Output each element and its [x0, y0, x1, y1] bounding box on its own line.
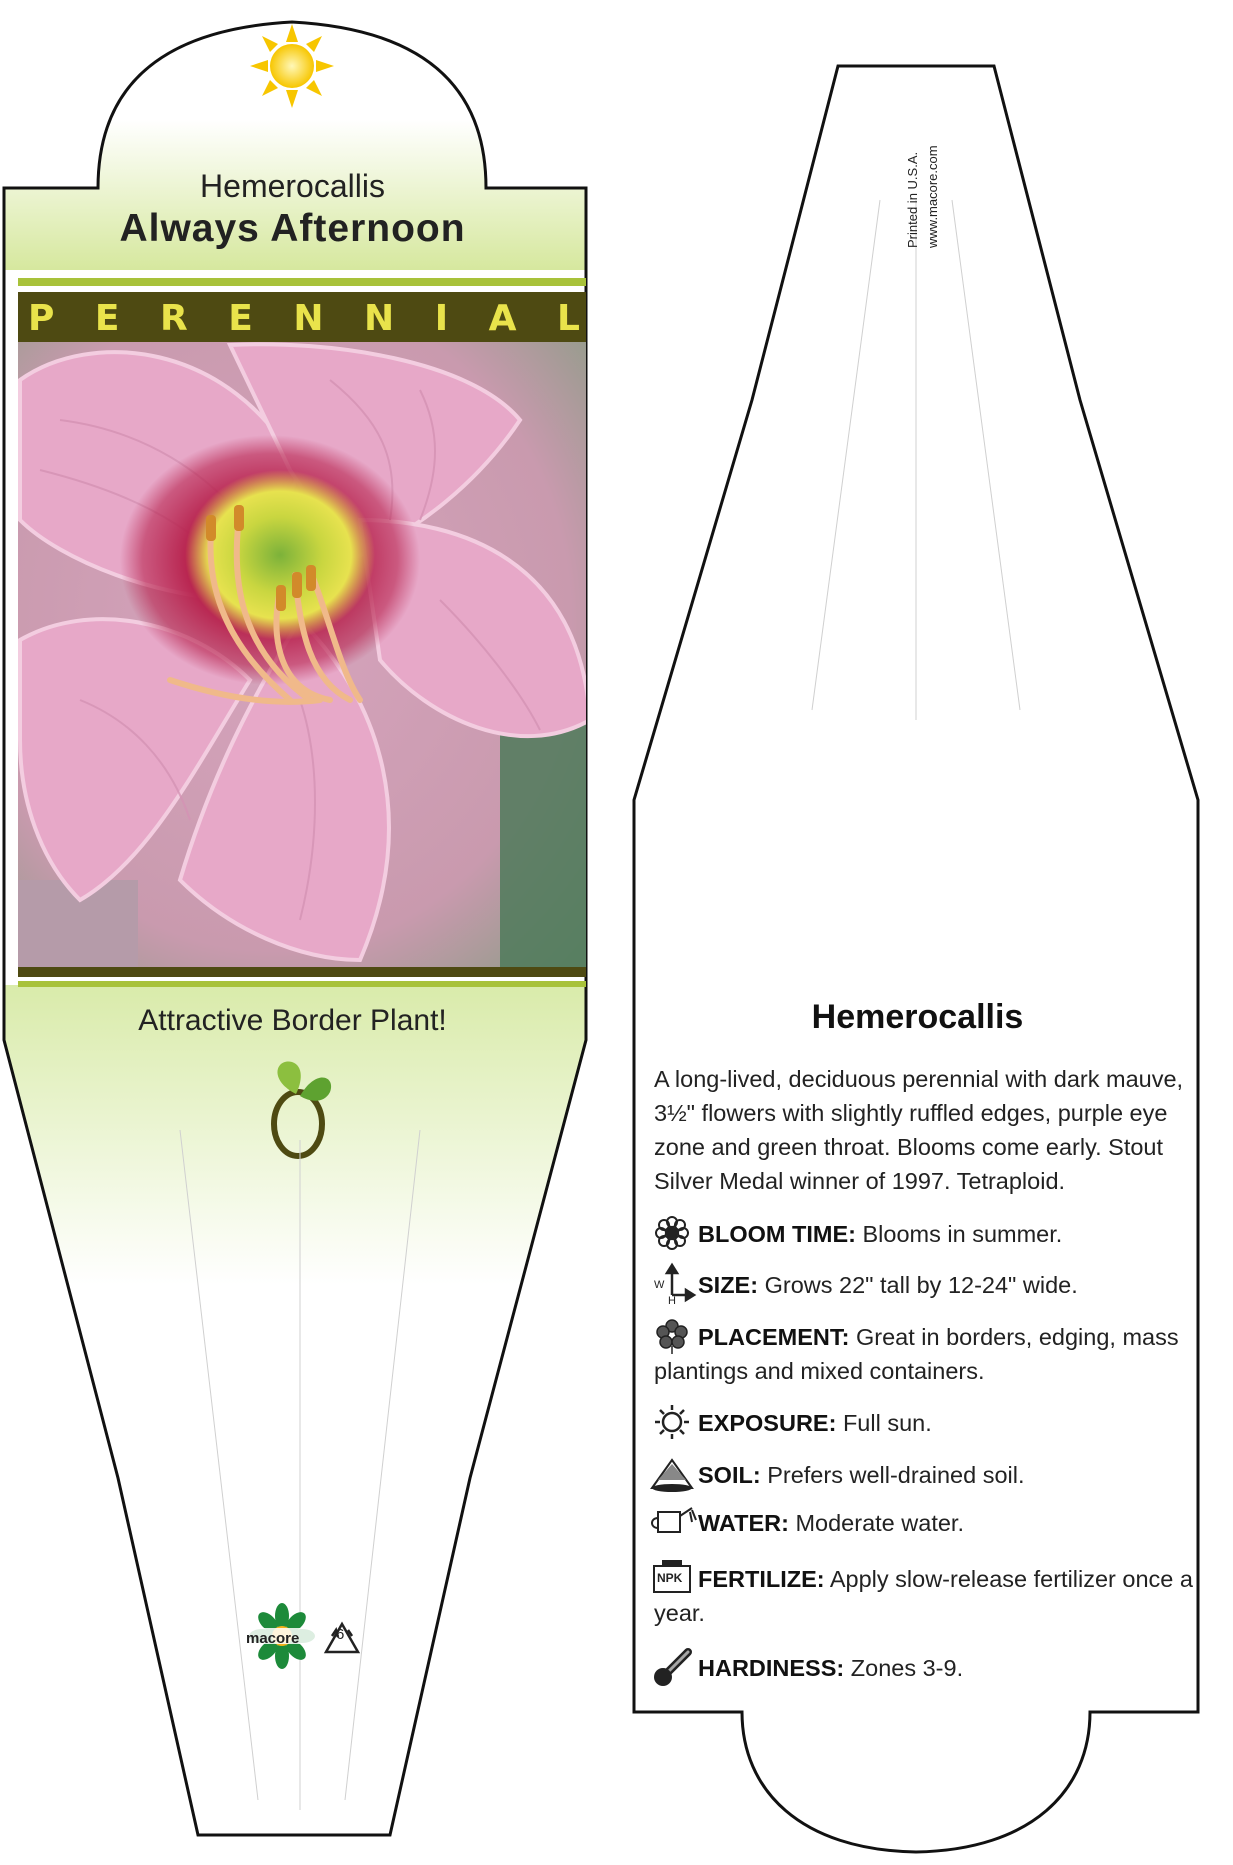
attr-value: Blooms in summer. — [855, 1221, 1063, 1247]
attr-hardiness — [654, 1651, 1194, 1685]
category-letter: L — [557, 298, 580, 339]
attr-value: Grows 22" tall by 12-24" wide. — [758, 1272, 1078, 1298]
attr-label: SIZE: — [698, 1272, 759, 1298]
sun-icon — [250, 24, 334, 108]
size-icon-height-letter: H — [668, 1295, 676, 1307]
npk-icon-label: NPK — [657, 1571, 683, 1585]
attr-label: HARDINESS: — [698, 1655, 845, 1681]
category-letter: E — [228, 298, 253, 339]
attr-size — [654, 1268, 1194, 1302]
attr-label: FERTILIZE: — [698, 1566, 825, 1592]
attr-value: Apply slow-release fertilizer once a year. — [654, 1566, 1193, 1626]
attr-value: Great in borders, edging, mass plantings and mixed containers. — [654, 1324, 1179, 1384]
category-letter: P — [28, 298, 55, 339]
attr-bloom-time — [654, 1217, 1194, 1251]
front-variety-name: Always Afternoon — [119, 207, 466, 250]
printed-line: Printed in U.S.A. — [905, 151, 920, 248]
photo-bottom-rule — [18, 967, 586, 977]
photo-bottom-rule-green — [18, 981, 586, 987]
front-genus-name: Hemerocallis — [200, 168, 385, 204]
attr-label: SOIL: — [698, 1462, 761, 1488]
attr-placement — [654, 1320, 1194, 1388]
attr-value: Prefers well-drained soil. — [760, 1462, 1025, 1488]
category-letter: I — [434, 298, 449, 339]
category-band-text — [20, 298, 588, 342]
attr-fertilize — [654, 1562, 1194, 1630]
size-icon-width-letter: W — [654, 1279, 665, 1291]
attr-value: Full sun. — [836, 1410, 932, 1436]
category-letter: R — [160, 298, 188, 339]
back-description: A long-lived, deciduous perennial with dark mauve, 3½" flowers with slightly ruffled edges, purple eye zone and green throat. Blooms come early. Stout Silver Medal winner of 1997. Tetraploid. — [654, 1066, 1184, 1194]
attr-water — [654, 1506, 1194, 1540]
brand-name: macore — [246, 1630, 300, 1647]
attr-label: BLOOM TIME: — [698, 1221, 856, 1247]
printed-note — [905, 88, 955, 248]
category-letter: N — [293, 298, 324, 339]
attr-label: WATER: — [698, 1510, 789, 1536]
attr-value: Zones 3-9. — [844, 1655, 964, 1681]
attr-label: EXPOSURE: — [698, 1410, 837, 1436]
flower-photo — [18, 342, 590, 970]
attr-exposure — [654, 1406, 1194, 1440]
category-letter: N — [364, 298, 395, 339]
recycle-code: 6 — [336, 1626, 345, 1643]
attr-value: Moderate water. — [788, 1510, 964, 1536]
back-title: Hemerocallis — [811, 998, 1024, 1036]
attr-label: PLACEMENT: — [698, 1324, 850, 1350]
category-letter: E — [94, 298, 120, 339]
category-letter: A — [488, 298, 517, 339]
front-tagline: Attractive Border Plant! — [138, 1004, 447, 1037]
attr-soil — [654, 1458, 1194, 1492]
website-line: www.macore.com — [925, 145, 940, 248]
band-top-rule — [18, 278, 586, 286]
